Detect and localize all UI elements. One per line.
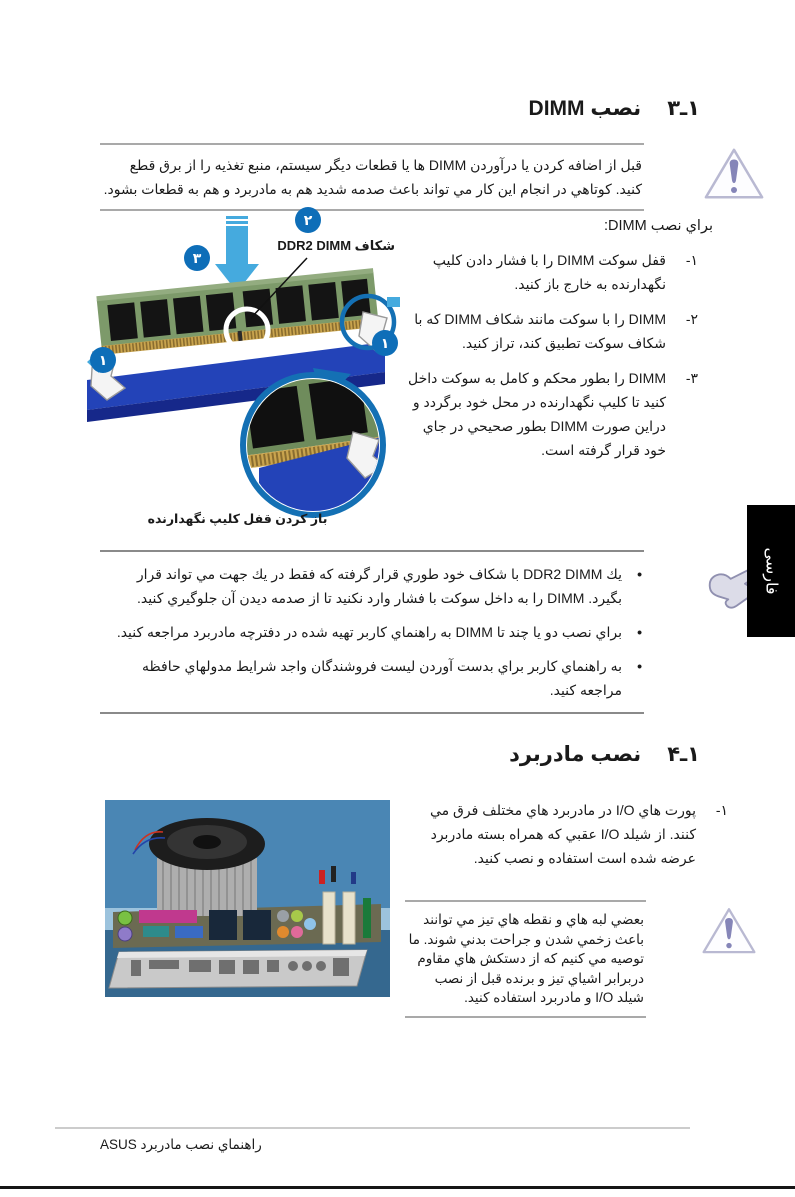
section-heading-dimm [529, 96, 700, 121]
ddr2-slot-label: شكاف DDR2 DIMM [277, 238, 395, 253]
figure-badge-3: ۳ [184, 245, 210, 271]
motherboard-photo [105, 800, 390, 997]
motherboard-install-steps [405, 798, 728, 870]
note-item [102, 562, 642, 610]
figure-caption: باز كردن قفل كليپ نگهدارنده [147, 512, 328, 526]
step-number: -۱ [685, 252, 698, 268]
footer-title: راهنماي نصب مادربرد ASUS [100, 1137, 262, 1152]
section-title: نصب مادربرد [509, 743, 642, 766]
step-text: DIMM را با سوكت مانند شكاف DIMM كه با شكاف سوكت تطبيق كند، تراز كنيد. [414, 311, 666, 351]
note-list [102, 562, 642, 702]
warning-triangle-icon [701, 906, 763, 963]
figure-badge-2: ۲ [295, 207, 321, 233]
section-title: نصب DIMM [528, 97, 642, 120]
language-tab-label: فارسی [762, 547, 779, 595]
bullet-icon: • [637, 624, 642, 640]
note-box [100, 550, 765, 714]
warning-text: بعضي لبه هاي و نقطه هاي تيز مي توانند باعث زخمي شدن و جراحت بدني شوند. ما توصيه مي كنيم كه از دستكش هاي مقاوم دربرابر اشياي تيز و برنده قبل از نصب شيلد I/O و مادربرد استفاده كنيد. [405, 900, 646, 1018]
footer-divider [55, 1127, 690, 1129]
note-text-area [100, 550, 644, 714]
section-number: ۴ـ۱ [667, 743, 700, 766]
bullet-icon: • [637, 658, 642, 674]
dimm-install-intro: براي نصب DIMM: [603, 218, 713, 234]
section-number: ۳ـ۱ [667, 97, 700, 120]
figure-badge-1-right: ۱ [372, 330, 398, 356]
step-number: -۳ [685, 370, 698, 386]
step-3 [398, 366, 698, 462]
step-number: -۱ [715, 802, 728, 818]
step-1 [405, 798, 728, 870]
note-item-text: به راهنماي كاربر براي بدست آوردن ليست فروشندگان واجد شرايط مدولهاي حافظه مراجعه كنيد. [142, 658, 622, 698]
note-item [102, 654, 642, 702]
step-number: -۲ [685, 311, 698, 327]
step-text: پورت هاي I/O در مادربرد هاي مختلف فرق مي كنند. از شيلد I/O عقبي كه همراه بسته مادربرد عرضه شده است استفاده و نصب كنيد. [429, 802, 696, 866]
bullet-icon: • [637, 566, 642, 582]
warning-box-sharp-edges [405, 900, 763, 1018]
step-1 [398, 248, 698, 296]
note-item-text: براي نصب دو يا چند تا DIMM به راهنماي كاربر تهيه شده در دفترچه مادربرد مراجعه كنيد. [116, 624, 622, 640]
warning-triangle-icon [703, 146, 765, 209]
step-2 [398, 307, 698, 355]
note-item-text: يك DDR2 DIMM با شكاف خود طوري قرار گرفته كه فقط در يك جهت مي تواند قرار بگيرد. DIMM را به داخل سوكت با فشار وارد نكنيد تا از صدمه ديدن آن جلوگيري كنيد. [136, 566, 622, 606]
step-text: DIMM را بطور محكم و كامل به سوكت داخل كنيد تا كليپ نگهدارنده در محل خود برگردد و دراين صورت DIMM بطور صحيحي در جاي خود قرار گرفته است. [407, 370, 666, 458]
dimm-install-illustration [85, 200, 400, 535]
warning-text: قبل از اضافه كردن يا درآوردن DIMM ها يا قطعات ديگر سيستم، منبع تغذيه را از برق قطع كنيد. كوتاهي در انجام اين كار مي تواند باعث صدمه شديد هم به مادربرد و هم به قطعات بشود. [100, 143, 644, 211]
language-tab-farsi [747, 505, 795, 637]
section-heading-motherboard [509, 742, 700, 767]
note-item [102, 620, 642, 644]
dimm-install-steps [398, 248, 698, 462]
figure-badge-1-left: ۱ [90, 347, 116, 373]
step-text: قفل سوكت DIMM را با فشار دادن كليپ نگهدارنده به خارج باز كنيد. [432, 252, 666, 292]
page-scan-edge [0, 1186, 795, 1189]
